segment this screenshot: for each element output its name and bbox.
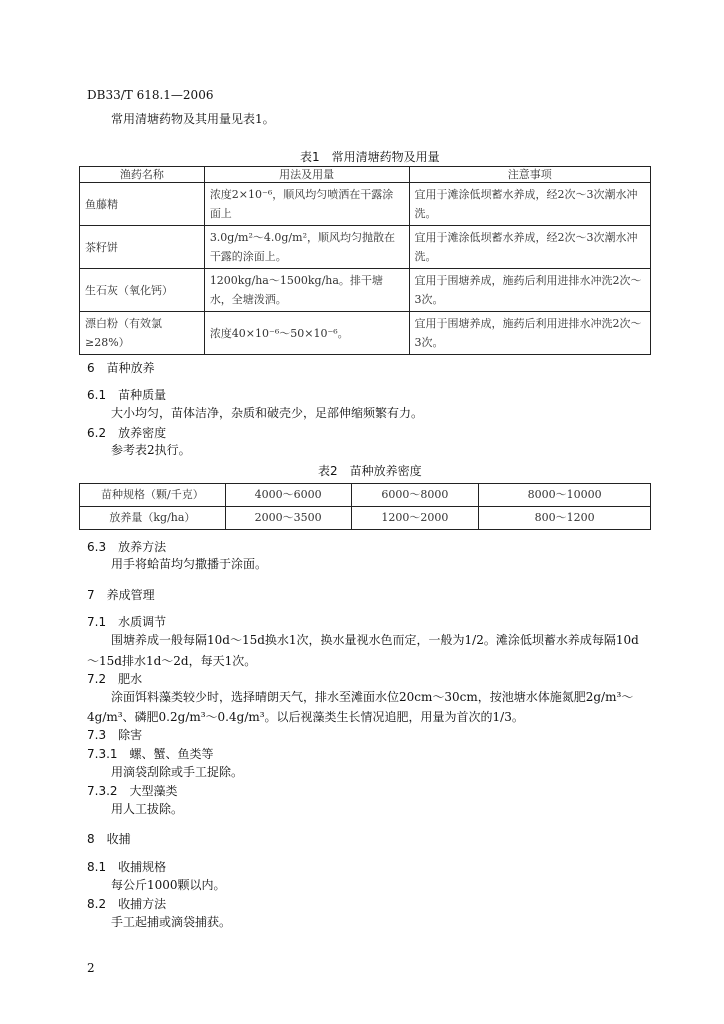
table-row <box>80 269 651 312</box>
section-7-1-line2: ～15d排水1d～2d，每天1次。 <box>87 654 257 668</box>
section-7-heading: 7 养成管理 <box>87 588 155 602</box>
table1 <box>79 166 651 355</box>
section-7-3-1-heading: 7.3.1 螺、蟹、鱼类等 <box>87 747 214 761</box>
section-6-2-heading: 6.2 放养密度 <box>87 426 167 440</box>
table2-caption: 表2 苗种放养密度 <box>318 464 422 478</box>
table-cell: 漂白粉（有效氯≥28%） <box>80 312 205 355</box>
table-cell: 1200kg/ha～1500kg/ha。排干塘水，全塘泼洒。 <box>204 269 409 312</box>
section-6-2-text: 参考表2执行。 <box>111 443 191 457</box>
table-cell: 放养量（kg/ha） <box>80 507 226 530</box>
table1-header-cell: 注意事项 <box>409 167 651 183</box>
table-cell: 6000～8000 <box>351 484 479 507</box>
section-7-1-line1: 围塘养成一般每隔10d～15d换水1次，换水量视水色而定，一般为1/2。滩涂低坝蓄水养成每隔10d <box>111 633 639 647</box>
section-8-2-heading: 8.2 收捕方法 <box>87 897 167 911</box>
section-7-3-2-text: 用人工拔除。 <box>111 802 184 816</box>
intro-paragraph: 常用清塘药物及其用量见表1。 <box>111 112 275 126</box>
table-row <box>80 312 651 355</box>
table1-header-cell: 用法及用量 <box>204 167 409 183</box>
section-8-2-text: 手工起捕或滴袋捕获。 <box>111 915 232 929</box>
table1-header-cell: 渔药名称 <box>80 167 205 183</box>
table-cell: 3.0g/m²～4.0g/m²，顺风均匀抛散在干露的涂面上。 <box>204 226 409 269</box>
section-7-3-heading: 7.3 除害 <box>87 728 143 742</box>
section-7-2-line1: 涂面饵料藻类较少时，选择晴朗天气，排水至滩面水位20cm～30cm，按池塘水体施氮肥2g/m³～ <box>111 690 634 704</box>
section-8-heading: 8 收捕 <box>87 832 131 846</box>
table-cell: 8000～10000 <box>479 484 651 507</box>
table-cell: 4000～6000 <box>225 484 351 507</box>
table-cell: 宜用于围塘养成，施药后利用进排水冲洗2次～3次。 <box>409 312 651 355</box>
table-cell: 鱼藤精 <box>80 183 205 226</box>
section-7-2-heading: 7.2 肥水 <box>87 672 143 686</box>
section-6-3-text: 用手将蛤苗均匀撒播于涂面。 <box>111 557 268 571</box>
table1-header-row <box>80 167 651 183</box>
section-6-1-heading: 6.1 苗种质量 <box>87 388 167 402</box>
table-cell: 宜用于滩涂低坝蓄水养成，经2次～3次潮水冲洗。 <box>409 226 651 269</box>
table-cell: 茶籽饼 <box>80 226 205 269</box>
section-8-1-heading: 8.1 收捕规格 <box>87 860 167 874</box>
table-cell: 浓度2×10⁻⁶，顺风均匀喷洒在干露涂面上 <box>204 183 409 226</box>
table-cell: 2000～3500 <box>225 507 351 530</box>
table-cell: 800～1200 <box>479 507 651 530</box>
section-8-1-text: 每公斤1000颗以内。 <box>111 878 226 892</box>
table-cell: 浓度40×10⁻⁶～50×10⁻⁶。 <box>204 312 409 355</box>
section-6-heading: 6 苗种放养 <box>87 361 155 375</box>
table-cell: 生石灰（氧化钙） <box>80 269 205 312</box>
section-7-1-heading: 7.1 水质调节 <box>87 615 167 629</box>
section-7-2-line2: 4g/m³、磷肥0.2g/m³～0.4g/m³。以后视藻类生长情况追肥，用量为首次的1/3。 <box>87 710 524 724</box>
table-row <box>80 507 651 530</box>
table-cell: 宜用于围塘养成，施药后利用进排水冲洗2次～3次。 <box>409 269 651 312</box>
table-cell: 1200～2000 <box>351 507 479 530</box>
table1-caption: 表1 常用清塘药物及用量 <box>300 150 440 164</box>
table-row <box>80 484 651 507</box>
table-cell: 宜用于滩涂低坝蓄水养成，经2次～3次潮水冲洗。 <box>409 183 651 226</box>
table-cell: 苗种规格（颗/千克） <box>80 484 226 507</box>
section-7-3-2-heading: 7.3.2 大型藻类 <box>87 784 178 798</box>
page-number: 2 <box>87 961 95 975</box>
section-6-1-text: 大小均匀，苗体洁净，杂质和破壳少，足部伸缩频繁有力。 <box>111 406 424 420</box>
table-row <box>80 226 651 269</box>
section-7-3-1-text: 用滴袋刮除或手工捉除。 <box>111 765 244 779</box>
standard-code: DB33/T 618.1—2006 <box>87 88 214 102</box>
table-row <box>80 183 651 226</box>
section-6-3-heading: 6.3 放养方法 <box>87 540 167 554</box>
table2 <box>79 483 651 530</box>
